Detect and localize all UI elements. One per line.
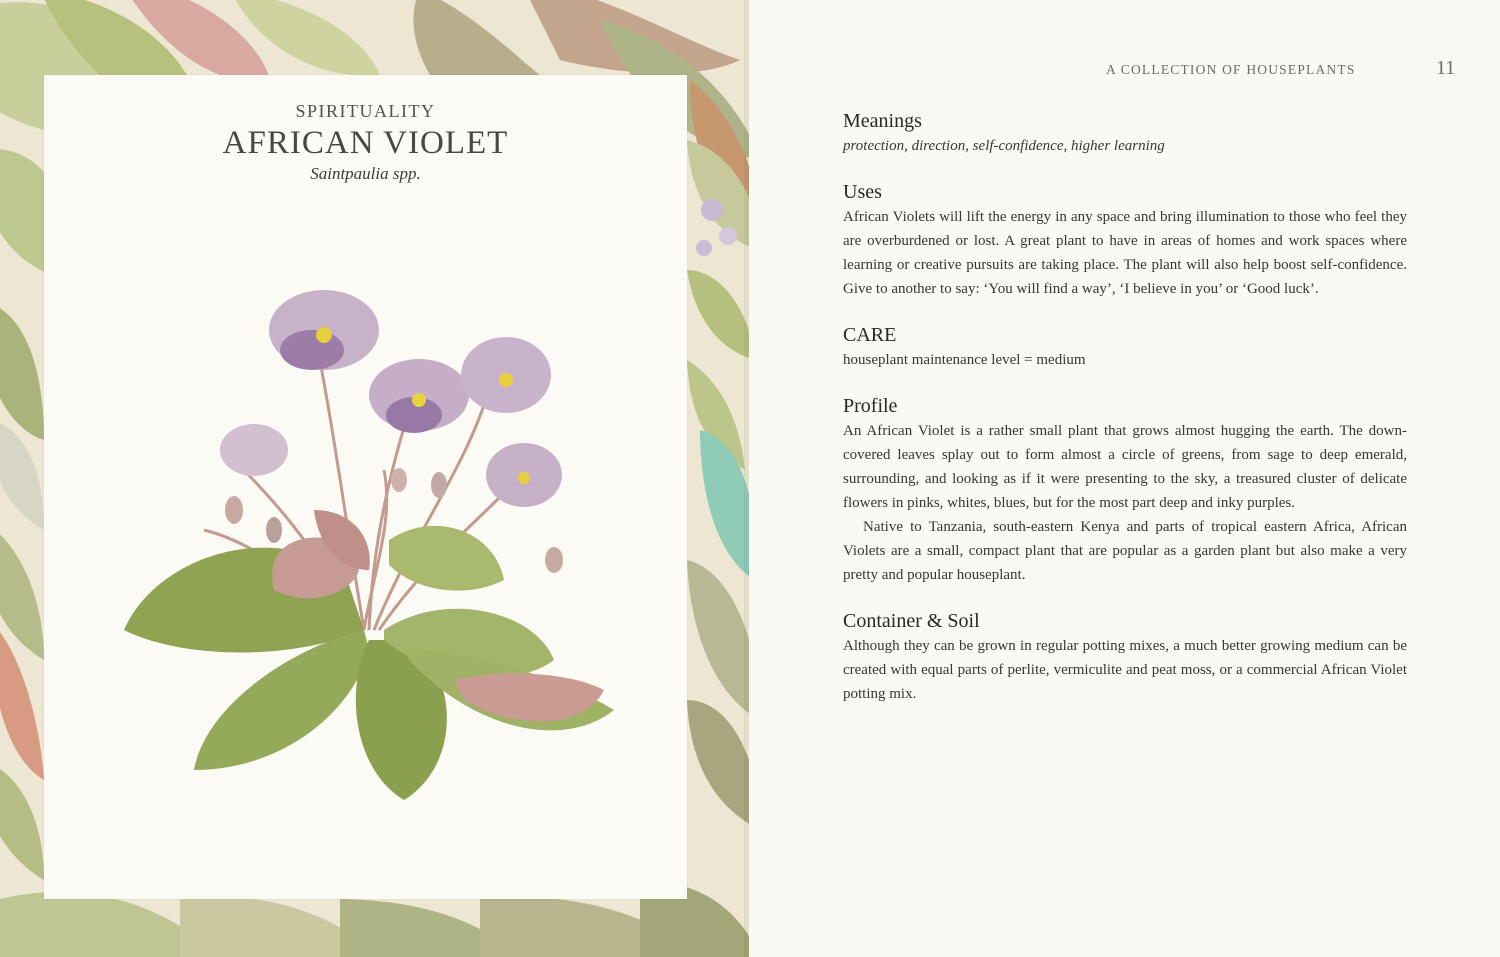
violet-flower-5	[220, 424, 288, 476]
section-body: Although they can be grown in regular potting mixes, a much better growing medium can be created with equal parts of perlite, vermiculite and peat moss, or a commercial African Violet potting mix.	[843, 638, 1407, 702]
violet-flower-1	[269, 290, 379, 370]
section-heading: Profile	[843, 395, 898, 417]
page-number: 11	[1436, 57, 1456, 79]
card-latin-name: Saintpaulia spp.	[310, 164, 421, 183]
violet-flower-2	[369, 359, 469, 433]
card-title: AFRICAN VIOLET	[222, 125, 509, 161]
running-head: A COLLECTION OF HOUSEPLANTS	[1106, 62, 1356, 77]
section-meanings	[843, 108, 1407, 158]
page-content	[843, 108, 1407, 706]
plant-card	[44, 75, 687, 899]
book-gutter-shadow	[744, 0, 749, 957]
section-care	[843, 322, 1407, 372]
section-body: African Violets will lift the energy in any space and bring illumination to those who feel they are overburdened or lost. A great plant to have in areas of homes and work spaces where learning or creative pursuits are taking place. The plant will also help boost self-confidence. Give to another to say: ‘You will find a way’, ‘I believe in you’ or ‘Good luck’.	[843, 209, 1407, 297]
section-heading: Meanings	[843, 110, 922, 132]
section-body: An African Violet is a rather small plant that grows almost hugging the earth. The down-covered leaves splay out to form almost a circle of greens, from sage to deep emerald, surrounding, and looking as if it were presenting to the sky, a treasured cluster of delicate flowers in pinks, whites, blues, but for the most part deep and inky purples.	[843, 423, 1407, 511]
card-category: SPIRITUALITY	[295, 101, 436, 121]
section-body: Native to Tanzania, south-eastern Kenya and parts of tropical eastern Africa, African Violets are a small, compact plant that are popular as a garden plant but also make a very pretty and popular houseplant.	[843, 519, 1407, 583]
section-body: protection, direction, self-confidence, higher learning	[843, 138, 1165, 154]
african-violet-illustration	[114, 210, 634, 800]
violet-flower-4	[486, 443, 562, 507]
section-heading: Container & Soil	[843, 610, 980, 632]
section-heading: CARE	[843, 324, 897, 346]
violet-flower-3	[461, 337, 551, 413]
section-profile	[843, 393, 1407, 587]
section-container-soil	[843, 608, 1407, 706]
section-body: houseplant maintenance level = medium	[843, 352, 1086, 368]
left-page	[0, 0, 749, 957]
section-uses	[843, 179, 1407, 301]
section-heading: Uses	[843, 181, 882, 203]
